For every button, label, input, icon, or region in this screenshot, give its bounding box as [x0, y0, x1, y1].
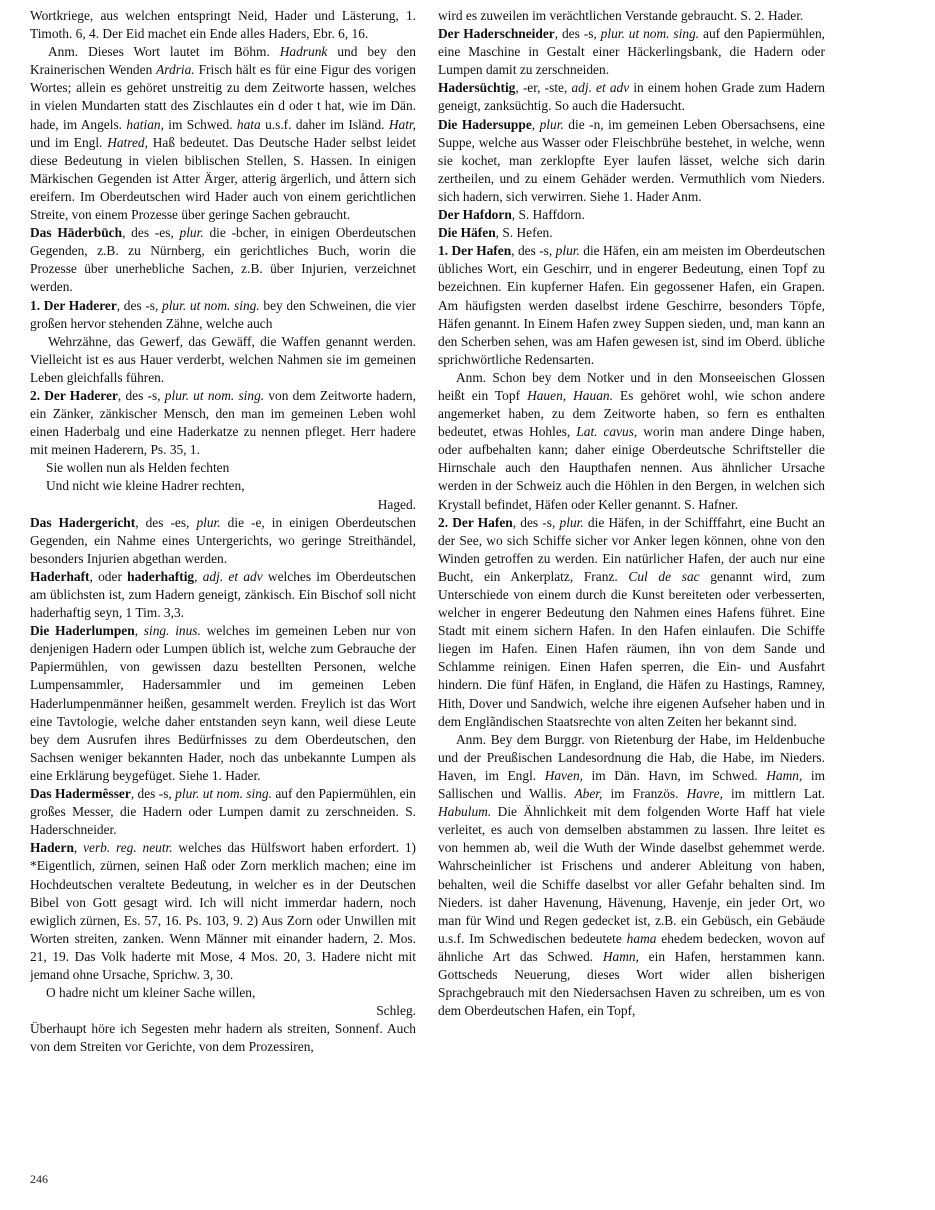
- entry-hadersuppe: Die Hadersuppe, plur. die -n, im gemeinen Leben Obersachsens, eine Suppe, welche aus Wasser oder Fleischbrühe bestehet, in welche, wenn sie kochet, man zerklopfte Eyer laufen lässet, welche sich darin zertheilen, und zu einem Gehäder werden. Vermuthlich vom Nieders. sich hadern, sich verwirren. Siehe 1. Hader Anm.: [438, 116, 825, 204]
- paragraph-continued: wird es zuweilen im verächtlichen Verstande gebraucht. S. 2. Hader.: [438, 8, 804, 23]
- entry-haderer-1-cont: Wehrzähne, das Gewerf, das Gewäff, die Waffen genannt werden. Vielleicht ist es aus Hauer verderbt, welchen Nahmen sie im gemeinen Leben gleichfalls führen.: [30, 333, 416, 385]
- verse-source: Schleg.: [376, 1003, 416, 1019]
- entry-haderschneider: Der Haderschneider, des -s, plur. ut nom. sing. auf den Papiermühlen, eine Maschine in Gestalt einer Häckerlingsbank, die Hadern oder Lumpen damit zu zerschneiden.: [438, 26, 825, 78]
- paragraph-continued: Wortkriege, aus welchen entspringt Neid, Hader und Lästerung, 1. Timoth. 6, 4. Der Eid machet ein Ende alles Haders, Ebr. 6, 16.: [30, 8, 416, 42]
- entry-hafdorn: Der Hafdorn, S. Haffdorn.: [438, 207, 585, 223]
- annotation-hafen-1: Anm. Schon bey dem Notker und in den Monseeischen Glossen heißt ein Topf Hauen, Hauan. Es gehöret wohl, wie schon andere angemerket haben, zu dem Zeitworte haben, so fern es enthalten bedeutet, etwas Hohles, Lat. cavus, worin man andere Dinge haben, oder aufbehalten kann; daher einige Oberdeutsche Schriftsteller die Hirnschale auch den Haupthafen nennen. Aus ähnlicher Ursache werden in der Schweiz auch die Höhlen in den Bergen, in welchen sich Krystall befindet, Häfen oder Keller genannt. S. Hafner.: [438, 369, 825, 512]
- entry-hadergericht: Das Hadergericht, des -es, plur. die -e, in einigen Oberdeutschen Gegenden, ein Nahme eines Untergerichts, wo geringe Streithändel, besonders Injurien abgethan werden.: [30, 514, 416, 566]
- entry-hafen-1: 1. Der Hafen, des -s, plur. die Häfen, ein am meisten im Oberdeutschen übliches Wort, ein Geschirr, und in engerer Bedeutung, einen Topf zu bezeichnen. Ein kupferner Hafen. Ein gegossener Hafen, ein Grapen. Am häufigsten werden daselbst irdene Geschirre, besonders Töpfe, Häfen genannt. In Einem Hafen zwey Suppen sieden, und, man kann an den Scherben sehen, was am Hafen gewesen ist, sind im Oberd. übliche sprichwörtliche Redensarten.: [438, 243, 825, 367]
- headword: Das Hāderbūch: [30, 225, 123, 241]
- entry-hadern-cont: Überhaupt höre ich Segesten mehr hadern als streiten, Sonnenf. Auch von dem Streiten vor Gerichte, von dem Prozessiren,: [30, 1021, 416, 1055]
- headword: 1. Der Hafen: [438, 243, 512, 259]
- headword: Der Haderschneider: [438, 26, 555, 42]
- page-number: 246: [30, 1172, 48, 1186]
- annotation-haders: Anm. Dieses Wort lautet im Böhm. Hadrunk und bey den Krainerischen Wenden Ardria. Frisch hält es für eine Figur des vorigen Wortes; allein es gehöret unstreitig zu dem Zeitworte hassen, welches in vielen Mundarten statt des Zischlautes ein d oder t hat, wie im Dän. hade, im Angels. hatian, im Schwed. hata u.s.f. daher im Isländ. Hatr, und im Engl. Hatred, Haß bedeutet. Das Deutsche Hader selbst leidet diese Bedeutung in vielen biblischen Stellen, S. Hassen. In einigen Märkischen Gegenden ist Atter Ärger, atterig ärgerlich, und åttern sich ereifern. Im Oberdeutschen wird Hader auch von einem gerichtlichen Streite, von einem Prozesse über geringe Sachen gebraucht.: [30, 44, 416, 223]
- headword: Das Hadermêsser: [30, 786, 131, 802]
- entry-haderhaft: Haderhaft, oder haderhaftig, adj. et adv welches im Oberdeutschen am üblichsten ist, zum Hadern geneigt, zänkisch. Ein Bischof soll nicht haderhaftig seyn, 1 Tim. 3,3.: [30, 568, 416, 621]
- entry-hadersuechtig: Hadersüchtig, -er, -ste, adj. et adv in einem hohen Grade zum Hadern geneigt, zanksüchtig. So auch die Hadersucht.: [438, 80, 825, 114]
- headword: Haderhaft: [30, 568, 90, 584]
- verse-source: Haged.: [377, 496, 416, 512]
- headword: Die Hadersuppe: [438, 116, 532, 132]
- entry-hadern: Hadern, verb. reg. neutr. welches das Hülfswort haben erfordert. 1) *Eigentlich, zürnen, seinen Haß oder Zorn merklich machen; eine im Hochdeutschen veraltete Bedeutung, in welcher es in der Deutschen Bibel von Gott gesagt wird. Ich will nicht immerdar hadern, noch ewiglich zürnen, Es. 57, 16. Ps. 103, 9. 2) Aus Zorn oder Unwillen mit Worten streiten, zanken. Wenn Männer mit einander hadern, 2. Mos. 21, 19. Das Volk haderte mit Mose, 4 Mos. 20, 3. Hadere nicht mit jemand ohne Ursache, Sprichw. 3, 30.: [30, 840, 416, 982]
- verse-line: Sie wollen nun als Helden fechten: [46, 460, 230, 476]
- headword: 2. Der Hafen: [438, 514, 513, 530]
- headword: 2. Der Haderer: [30, 387, 118, 403]
- verse-line: O hadre nicht um kleiner Sache willen,: [46, 985, 256, 1001]
- entry-haderer-2: 2. Der Haderer, des -s, plur. ut nom. sing. von dem Zeitworte hadern, ein Zänker, zänkischer Mensch, den man im gemeinen Leben wohl einen Haderbalg und eine Haderkatze zu nennen pfleget. Herr hadere mit meinen Haderern, Ps. 35, 1.: [30, 387, 416, 458]
- verse-line: Und nicht wie kleine Hadrer rechten,: [46, 478, 245, 494]
- headword: Das Hadergericht: [30, 514, 136, 530]
- annotation-hafen-2: Anm. Bey dem Burggr. von Rietenburg der Habe, im Heldenbuche und der Preußischen Landesordnung die Hab, die Habe, im Nieders. Haven, im Engl. Haven, im Dän. Havn, im Schwed. Hamn, im Sallischen und Wallis. Aber, im Französ. Havre, im mittlern Lat. Habulum. Die Ähnlichkeit mit dem folgenden Worte Haff hat viele verleitet, es auch von demselben abstammen zu lassen. Ihre leitet es von hemmen ab, weil die Wuth der Winde daselbst gehemmet werde. Wahrscheinlicher ist Frischens und anderer Ableitung von haben, behalten, weil die Schiffe daselbst vor aller Gefahr behalten sind. Im Nieders. ist daher Havenung, Hävenung, Havenje, ein jeder Ort, wo man für Wind und Regen gedecket ist, z.B. ein Gebüsch, ein Gebäude u.s.f. Im Schwedischen bedeutete hama ehedem bedecken, wovon auf ähnliche Art das Schwed. Hamn, ein Hafen, herstammen kann. Gottscheds Neuerung, dieses Wort wider allen bisherigen Sprachgebrauch mit den Niedersachsen Haven zu schreiben, um es von dem Oberdeutschen Hafen, ein Topf,: [438, 731, 825, 1019]
- entry-haderbuch: Das Hāderbūch, des -es, plur. die -bcher, in einigen Oberdeutschen Gegenden, z.B. zu Nürnberg, ein gerichtliches Buch, worin die Prozesse über unerhebliche Sachen, z.B. über Injurien, verzeichnet werden.: [30, 225, 416, 295]
- headword: Die Häfen: [438, 225, 496, 241]
- headword: 1. Der Haderer: [30, 297, 117, 313]
- entry-haefen: Die Häfen, S. Hefen.: [438, 225, 553, 241]
- headword: Der Hafdorn: [438, 207, 512, 223]
- entry-hafen-2: 2. Der Hafen, des -s, plur. die Häfen, in der Schifffahrt, eine Bucht an der See, wo sich Schiffe sicher vor Anker legen können, ohne von den Winden getroffen zu werden. Ein natürlicher Hafen, der auch nur eine Bucht, ein Ankerplatz, Franz. Cul de sac genannt wird, zum Unterschiede von einem durch die Kunst bereiteten oder verbesserten, welcher in engerer Bedeutung den Nahmen eines Hafens führet. Eine Stadt mit einem sichern Hafen. In den Hafen einlaufen. Die Schiffe liegen im Hafen. Einen Hafen räumen, ihn von dem Sande und Schlamme reinigen. Einen Hafen sperren, die Ein- und Ausfahrt hindern. Die fünf Häfen, in England, die Häfen zu Hastings, Ramney, Hith, Dover und Sandwich, welche ihre eigenen Aufseher haben und in dem Englãndischen Staatsrechte von alten Zeiten her bekannt sind.: [438, 514, 825, 729]
- entry-hadermesser: Das Hadermêsser, des -s, plur. ut nom. sing. auf den Papiermühlen, ein großes Messer, die Hadern oder Lumpen damit zu zerschneiden. S. Haderschneider.: [30, 786, 416, 838]
- headword: Die Haderlumpen: [30, 623, 135, 639]
- right-column: [438, 7, 825, 1020]
- entry-haderer-1: 1. Der Haderer, des -s, plur. ut nom. sing. bey den Schweinen, die vier großen hervor stehenden Zähne, welche auch: [30, 297, 416, 331]
- entry-haderlumpen: Die Haderlumpen, sing. inus. welches im gemeinen Leben nur von denjenigen Hadern oder Lumpen üblich ist, welche zum Gebrauche der Papiermühlen, von gewissen dazu bestellten Personen, welche Lumpensammler, Hadersammler und im gemeinen Leben Haderlumpenmänner heißen, gesammelt werden. Freylich ist das Wort eine Tavtologie, welche daher entstanden seyn kann, weil diese Leute bey dem Ausrufen ihres Bedürfnisses zu dem Oberdeutschen, den Sachsen weniger bekannten Hader, noch das unbekannte Lumpen als eine Erklärung beygefüget. Siehe 1. Hader.: [30, 623, 416, 783]
- headword: Hadersüchtig: [438, 80, 516, 96]
- left-column: [30, 7, 416, 1056]
- headword: Hadern: [30, 840, 74, 856]
